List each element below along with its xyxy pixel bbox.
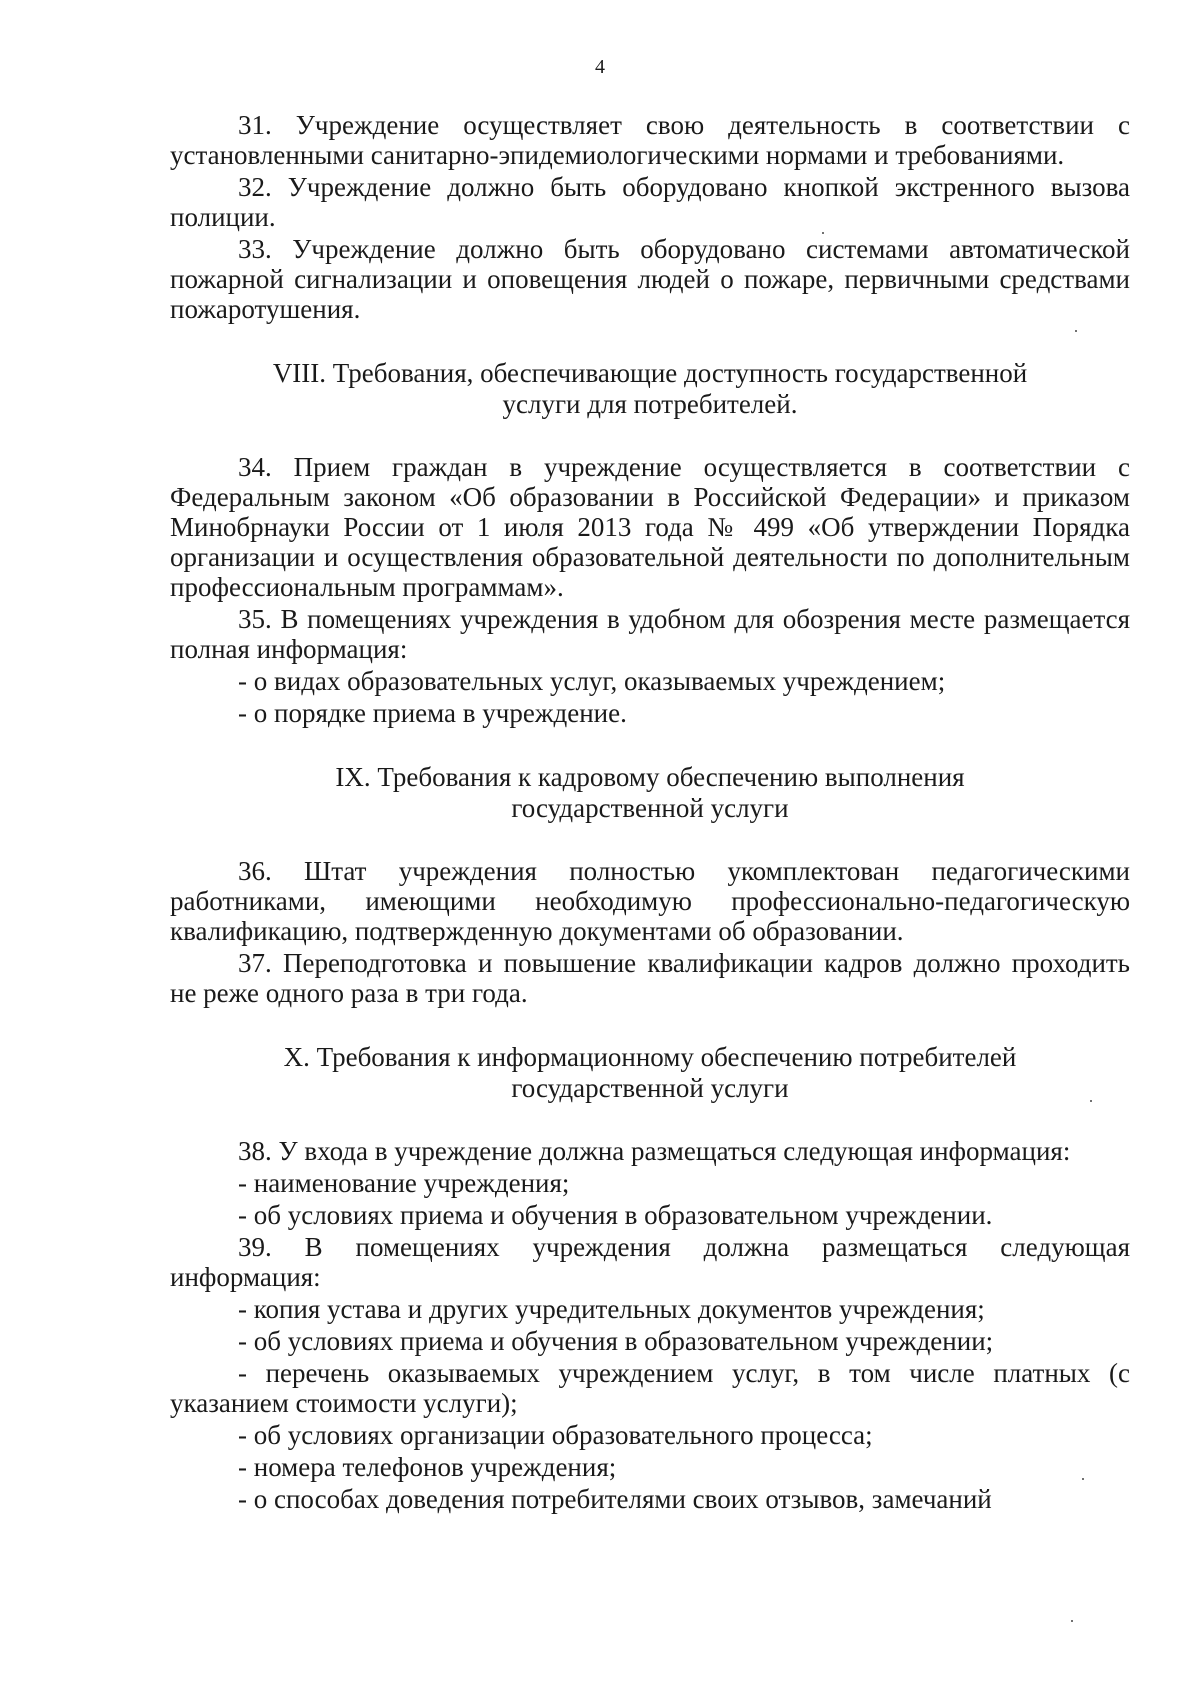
clause-paragraph: 36. Штат учреждения полностью укомплектован педагогическими работниками, имеющими необходимую профессионально-педагогическую квалификацию, подтвержденную документами об образовании. — [170, 856, 1130, 946]
list-item: - об условиях организации образовательного процесса; — [238, 1420, 873, 1450]
list-item: - о порядке приема в учреждение. — [238, 698, 627, 728]
list-item: - перечень оказываемых учреждением услуг, в том числе платных (с указанием стоимости услуги); — [170, 1358, 1130, 1418]
clause-paragraph: 31. Учреждение осуществляет свою деятельность в соответствии с установленными санитарно-эпидемиологическими нормами и требованиями. — [170, 110, 1130, 170]
list-item: - копия устава и других учредительных документов учреждения; — [238, 1294, 985, 1324]
list-item: - номера телефонов учреждения; — [238, 1452, 617, 1482]
document-body — [170, 110, 1130, 1516]
clause-paragraph: 39. В помещениях учреждения должна размещаться следующая информация: — [170, 1232, 1130, 1292]
scan-speck — [822, 232, 824, 234]
section-heading — [230, 1042, 1070, 1104]
scan-speck — [1075, 330, 1077, 332]
page-number: 4 — [595, 56, 605, 78]
clause-paragraph: 37. Переподготовка и повышение квалификации кадров должно проходить не реже одного раза в три года. — [170, 948, 1130, 1008]
clause-paragraph: 35. В помещениях учреждения в удобном для обозрения месте размещается полная информация: — [170, 604, 1130, 664]
clause-paragraph: 32. Учреждение должно быть оборудовано кнопкой экстренного вызова полиции. — [170, 172, 1130, 232]
list-item: - об условиях приема и обучения в образовательном учреждении; — [238, 1326, 994, 1356]
list-item: - о способах доведения потребителями своих отзывов, замечаний — [238, 1484, 992, 1514]
section-heading — [230, 762, 1070, 824]
list-item: - о видах образовательных услуг, оказываемых учреждением; — [238, 666, 946, 696]
scan-speck — [1082, 1478, 1084, 1480]
section-heading-line: услуги для потребителей. — [502, 389, 798, 419]
section-heading-line: VIII. Требования, обеспечивающие доступность государственной — [272, 358, 1028, 388]
clause-paragraph: 33. Учреждение должно быть оборудовано системами автоматической пожарной сигнализации и оповещения людей о пожаре, первичными средствами пожаротушения. — [170, 234, 1130, 324]
list-item: - об условиях приема и обучения в образовательном учреждении. — [238, 1200, 993, 1230]
section-heading-line: IX. Требования к кадровому обеспечению выполнения — [335, 762, 965, 792]
list-item: - наименование учреждения; — [238, 1168, 570, 1198]
scan-speck — [1090, 1100, 1092, 1102]
scan-speck — [1071, 1620, 1073, 1622]
clause-paragraph: 34. Прием граждан в учреждение осуществляется в соответствии с Федеральным законом «Об образовании в Российской Федерации» и приказом Минобрнауки России от 1 июля 2013 года № 499 «Об утверждении Порядка организации и осуществления образовательной деятельности по дополнительным профессиональным программам». — [170, 452, 1130, 602]
clause-paragraph: 38. У входа в учреждение должна размещаться следующая информация: — [238, 1136, 1071, 1166]
section-heading-line: государственной услуги — [511, 793, 789, 823]
section-heading-line: государственной услуги — [511, 1073, 789, 1103]
section-heading — [230, 358, 1070, 420]
section-heading-line: X. Требования к информационному обеспечению потребителей — [283, 1042, 1017, 1072]
